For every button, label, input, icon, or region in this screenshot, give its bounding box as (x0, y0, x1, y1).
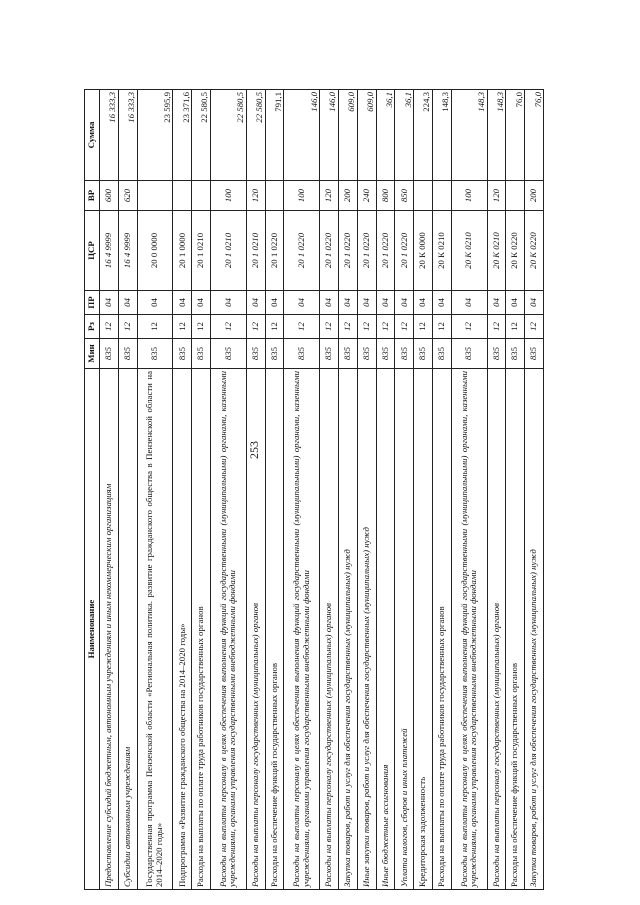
cell-sum: 609,0 (338, 90, 357, 181)
cell-pr: 04 (284, 291, 320, 315)
cell-rz: 12 (137, 315, 173, 339)
cell-rz: 12 (357, 315, 376, 339)
cell-name: Расходы на выплаты персоналу в целях обеспечения выполнения функций государственными (муниципальными) органами, казенными учреждениями, органами управления государственными внебюджетными фондами (210, 369, 246, 890)
table-row (320, 90, 339, 890)
cell-pr: 04 (506, 291, 525, 315)
cell-vr: 120 (246, 181, 265, 211)
table-row (432, 90, 451, 890)
cell-sum: 36,1 (395, 90, 414, 181)
cell-vr: 120 (320, 181, 339, 211)
cell-rz: 12 (320, 315, 339, 339)
table-body (100, 90, 544, 890)
cell-csr: 20 1 0220 (284, 211, 320, 291)
cell-csr: 20 К 0210 (451, 211, 487, 291)
cell-sum: 23 595,9 (137, 90, 173, 181)
cell-min: 835 (265, 339, 284, 369)
table-row (451, 90, 487, 890)
cell-pr: 04 (265, 291, 284, 315)
cell-sum: 76,0 (525, 90, 544, 181)
table-row (265, 90, 284, 890)
cell-sum: 16 333,3 (100, 90, 119, 181)
cell-min: 835 (432, 339, 451, 369)
cell-vr (414, 181, 433, 211)
cell-min: 835 (284, 339, 320, 369)
cell-csr: 20 К 0210 (432, 211, 451, 291)
cell-rz: 12 (525, 315, 544, 339)
header-sum: Сумма (85, 90, 100, 181)
cell-vr (432, 181, 451, 211)
cell-vr: 850 (395, 181, 414, 211)
cell-min: 835 (376, 339, 395, 369)
table-row (395, 90, 414, 890)
cell-min: 835 (246, 339, 265, 369)
header-csr: ЦСР (85, 211, 100, 291)
cell-rz: 12 (338, 315, 357, 339)
cell-pr: 04 (487, 291, 506, 315)
cell-pr: 04 (137, 291, 173, 315)
cell-pr: 04 (525, 291, 544, 315)
cell-rz: 12 (284, 315, 320, 339)
cell-csr: 20 1 0220 (265, 211, 284, 291)
table-row (284, 90, 320, 890)
cell-pr: 04 (395, 291, 414, 315)
cell-sum: 148,3 (451, 90, 487, 181)
header-rz: Рз (85, 315, 100, 339)
table-row (487, 90, 506, 890)
cell-csr: 20 1 0220 (357, 211, 376, 291)
cell-csr: 20 0 0000 (137, 211, 173, 291)
cell-csr: 20 1 0220 (376, 211, 395, 291)
cell-csr: 20 1 0220 (338, 211, 357, 291)
cell-csr: 16 4 9999 (118, 211, 137, 291)
table-row (192, 90, 211, 890)
cell-pr: 04 (338, 291, 357, 315)
cell-csr: 20 К 0220 (525, 211, 544, 291)
cell-vr: 100 (451, 181, 487, 211)
cell-pr: 04 (432, 291, 451, 315)
cell-csr: 20 1 0210 (246, 211, 265, 291)
cell-csr: 20 1 0210 (210, 211, 246, 291)
cell-pr: 04 (192, 291, 211, 315)
cell-vr: 800 (376, 181, 395, 211)
cell-name: Расходы на выплаты по оплате труда работников государственных органов (432, 369, 451, 890)
table-row (525, 90, 544, 890)
cell-vr: 620 (118, 181, 137, 211)
cell-name: Иные закупки товаров, работ и услуг для обеспечения государственных (муниципальных) нужд (357, 369, 376, 890)
header-min: Мин (85, 339, 100, 369)
cell-min: 835 (506, 339, 525, 369)
table-row (414, 90, 433, 890)
cell-min: 835 (118, 339, 137, 369)
table-row (357, 90, 376, 890)
header-name: Наименование (85, 369, 100, 890)
table-row (173, 90, 192, 890)
cell-vr: 200 (338, 181, 357, 211)
cell-name: Расходы на выплаты персоналу государственных (муниципальных) органов (487, 369, 506, 890)
table-row (506, 90, 525, 890)
cell-min: 835 (525, 339, 544, 369)
cell-min: 835 (173, 339, 192, 369)
table-row (137, 90, 173, 890)
cell-csr: 20 1 0000 (173, 211, 192, 291)
cell-min: 835 (414, 339, 433, 369)
cell-sum: 148,3 (487, 90, 506, 181)
cell-vr (173, 181, 192, 211)
table-row (338, 90, 357, 890)
cell-rz: 12 (118, 315, 137, 339)
cell-sum: 148,3 (432, 90, 451, 181)
cell-rz: 12 (451, 315, 487, 339)
cell-name: Иные бюджетные ассигнования (376, 369, 395, 890)
cell-pr: 04 (118, 291, 137, 315)
cell-name: Расходы на выплаты персоналу государственных (муниципальных) органов (246, 369, 265, 890)
cell-min: 835 (210, 339, 246, 369)
cell-rz: 12 (246, 315, 265, 339)
budget-table-container (84, 90, 544, 890)
cell-sum: 146,0 (320, 90, 339, 181)
cell-pr: 04 (173, 291, 192, 315)
cell-rz: 12 (265, 315, 284, 339)
table-row (210, 90, 246, 890)
cell-min: 835 (192, 339, 211, 369)
cell-pr: 04 (100, 291, 119, 315)
cell-sum: 16 333,3 (118, 90, 137, 181)
cell-vr (506, 181, 525, 211)
cell-pr: 04 (357, 291, 376, 315)
cell-vr: 120 (487, 181, 506, 211)
cell-name: Субсидии автономным учреждениям (118, 369, 137, 890)
cell-sum: 22 580,5 (210, 90, 246, 181)
cell-sum: 23 371,6 (173, 90, 192, 181)
header-vr: ВР (85, 181, 100, 211)
header-pr: ПР (85, 291, 100, 315)
cell-rz: 12 (487, 315, 506, 339)
cell-sum: 791,1 (265, 90, 284, 181)
cell-name: Кредиторская задолженность (414, 369, 433, 890)
cell-csr: 20 1 0220 (320, 211, 339, 291)
cell-rz: 12 (432, 315, 451, 339)
cell-min: 835 (357, 339, 376, 369)
cell-name: Расходы на выплаты персоналу государственных (муниципальных) органов (320, 369, 339, 890)
cell-csr: 20 К 0210 (487, 211, 506, 291)
cell-name: Расходы на выплаты персоналу в целях обеспечения выполнения функций государственными (муниципальными) органами, казенными учреждениями, органами управления государственными внебюджетными фондами (284, 369, 320, 890)
cell-csr: 20 1 0220 (395, 211, 414, 291)
cell-vr: 100 (284, 181, 320, 211)
cell-csr: 20 К 0220 (506, 211, 525, 291)
cell-pr: 04 (246, 291, 265, 315)
cell-rz: 12 (414, 315, 433, 339)
cell-sum: 36,1 (376, 90, 395, 181)
budget-table (84, 89, 544, 890)
cell-vr: 240 (357, 181, 376, 211)
cell-vr (137, 181, 173, 211)
cell-vr: 200 (525, 181, 544, 211)
cell-rz: 12 (210, 315, 246, 339)
cell-csr: 16 4 9999 (100, 211, 119, 291)
cell-min: 835 (100, 339, 119, 369)
cell-name: Расходы на выплаты персоналу в целях обеспечения выполнения функций государственными (муниципальными) органами, казенными учреждениями, органами управления государственными внебюджетными фондами (451, 369, 487, 890)
cell-rz: 12 (173, 315, 192, 339)
cell-csr: 20 К 0000 (414, 211, 433, 291)
cell-sum: 224,3 (414, 90, 433, 181)
cell-pr: 04 (414, 291, 433, 315)
cell-min: 835 (137, 339, 173, 369)
cell-sum: 76,0 (506, 90, 525, 181)
cell-name: Уплата налогов, сборов и иных платежей (395, 369, 414, 890)
cell-vr: 100 (210, 181, 246, 211)
cell-pr: 04 (210, 291, 246, 315)
cell-min: 835 (338, 339, 357, 369)
cell-min: 835 (320, 339, 339, 369)
cell-name: Подпрограмма «Развитие гражданского общества на 2014–2020 годы» (173, 369, 192, 890)
cell-name: Расходы на обеспечение функций государственных органов (506, 369, 525, 890)
cell-pr: 04 (451, 291, 487, 315)
cell-min: 835 (487, 339, 506, 369)
cell-rz: 12 (506, 315, 525, 339)
table-row (246, 90, 265, 890)
cell-sum: 22 580,5 (192, 90, 211, 181)
cell-min: 835 (451, 339, 487, 369)
cell-vr: 600 (100, 181, 119, 211)
cell-name: Закупка товаров, работ и услуг для обеспечения государственных (муниципальных) нужд (525, 369, 544, 890)
cell-name: Государственная программа Пензенской области «Региональная политика. развитие гражданского общества в Пензенской области на 2014–2020 годы» (137, 369, 173, 890)
cell-name: Расходы на выплаты по оплате труда работников государственных органов (192, 369, 211, 890)
cell-min: 835 (395, 339, 414, 369)
cell-name: Предоставление субсидий бюджетным, автономным учреждениям и иным некоммерческим организациям (100, 369, 119, 890)
cell-sum: 609,0 (357, 90, 376, 181)
table-header-row (85, 90, 100, 890)
cell-pr: 04 (376, 291, 395, 315)
table-row (118, 90, 137, 890)
page-number: 253 (247, 441, 261, 459)
cell-sum: 22 580,5 (246, 90, 265, 181)
cell-rz: 12 (395, 315, 414, 339)
cell-pr: 04 (320, 291, 339, 315)
table-row (100, 90, 119, 890)
cell-sum: 146,0 (284, 90, 320, 181)
cell-vr (192, 181, 211, 211)
cell-csr: 20 1 0210 (192, 211, 211, 291)
cell-vr (265, 181, 284, 211)
cell-rz: 12 (376, 315, 395, 339)
cell-rz: 12 (192, 315, 211, 339)
cell-rz: 12 (100, 315, 119, 339)
cell-name: Расходы на обеспечение функций государственных органов (265, 369, 284, 890)
cell-name: Закупка товаров, работ и услуг для обеспечения государственных (муниципальных) нужд (338, 369, 357, 890)
table-row (376, 90, 395, 890)
